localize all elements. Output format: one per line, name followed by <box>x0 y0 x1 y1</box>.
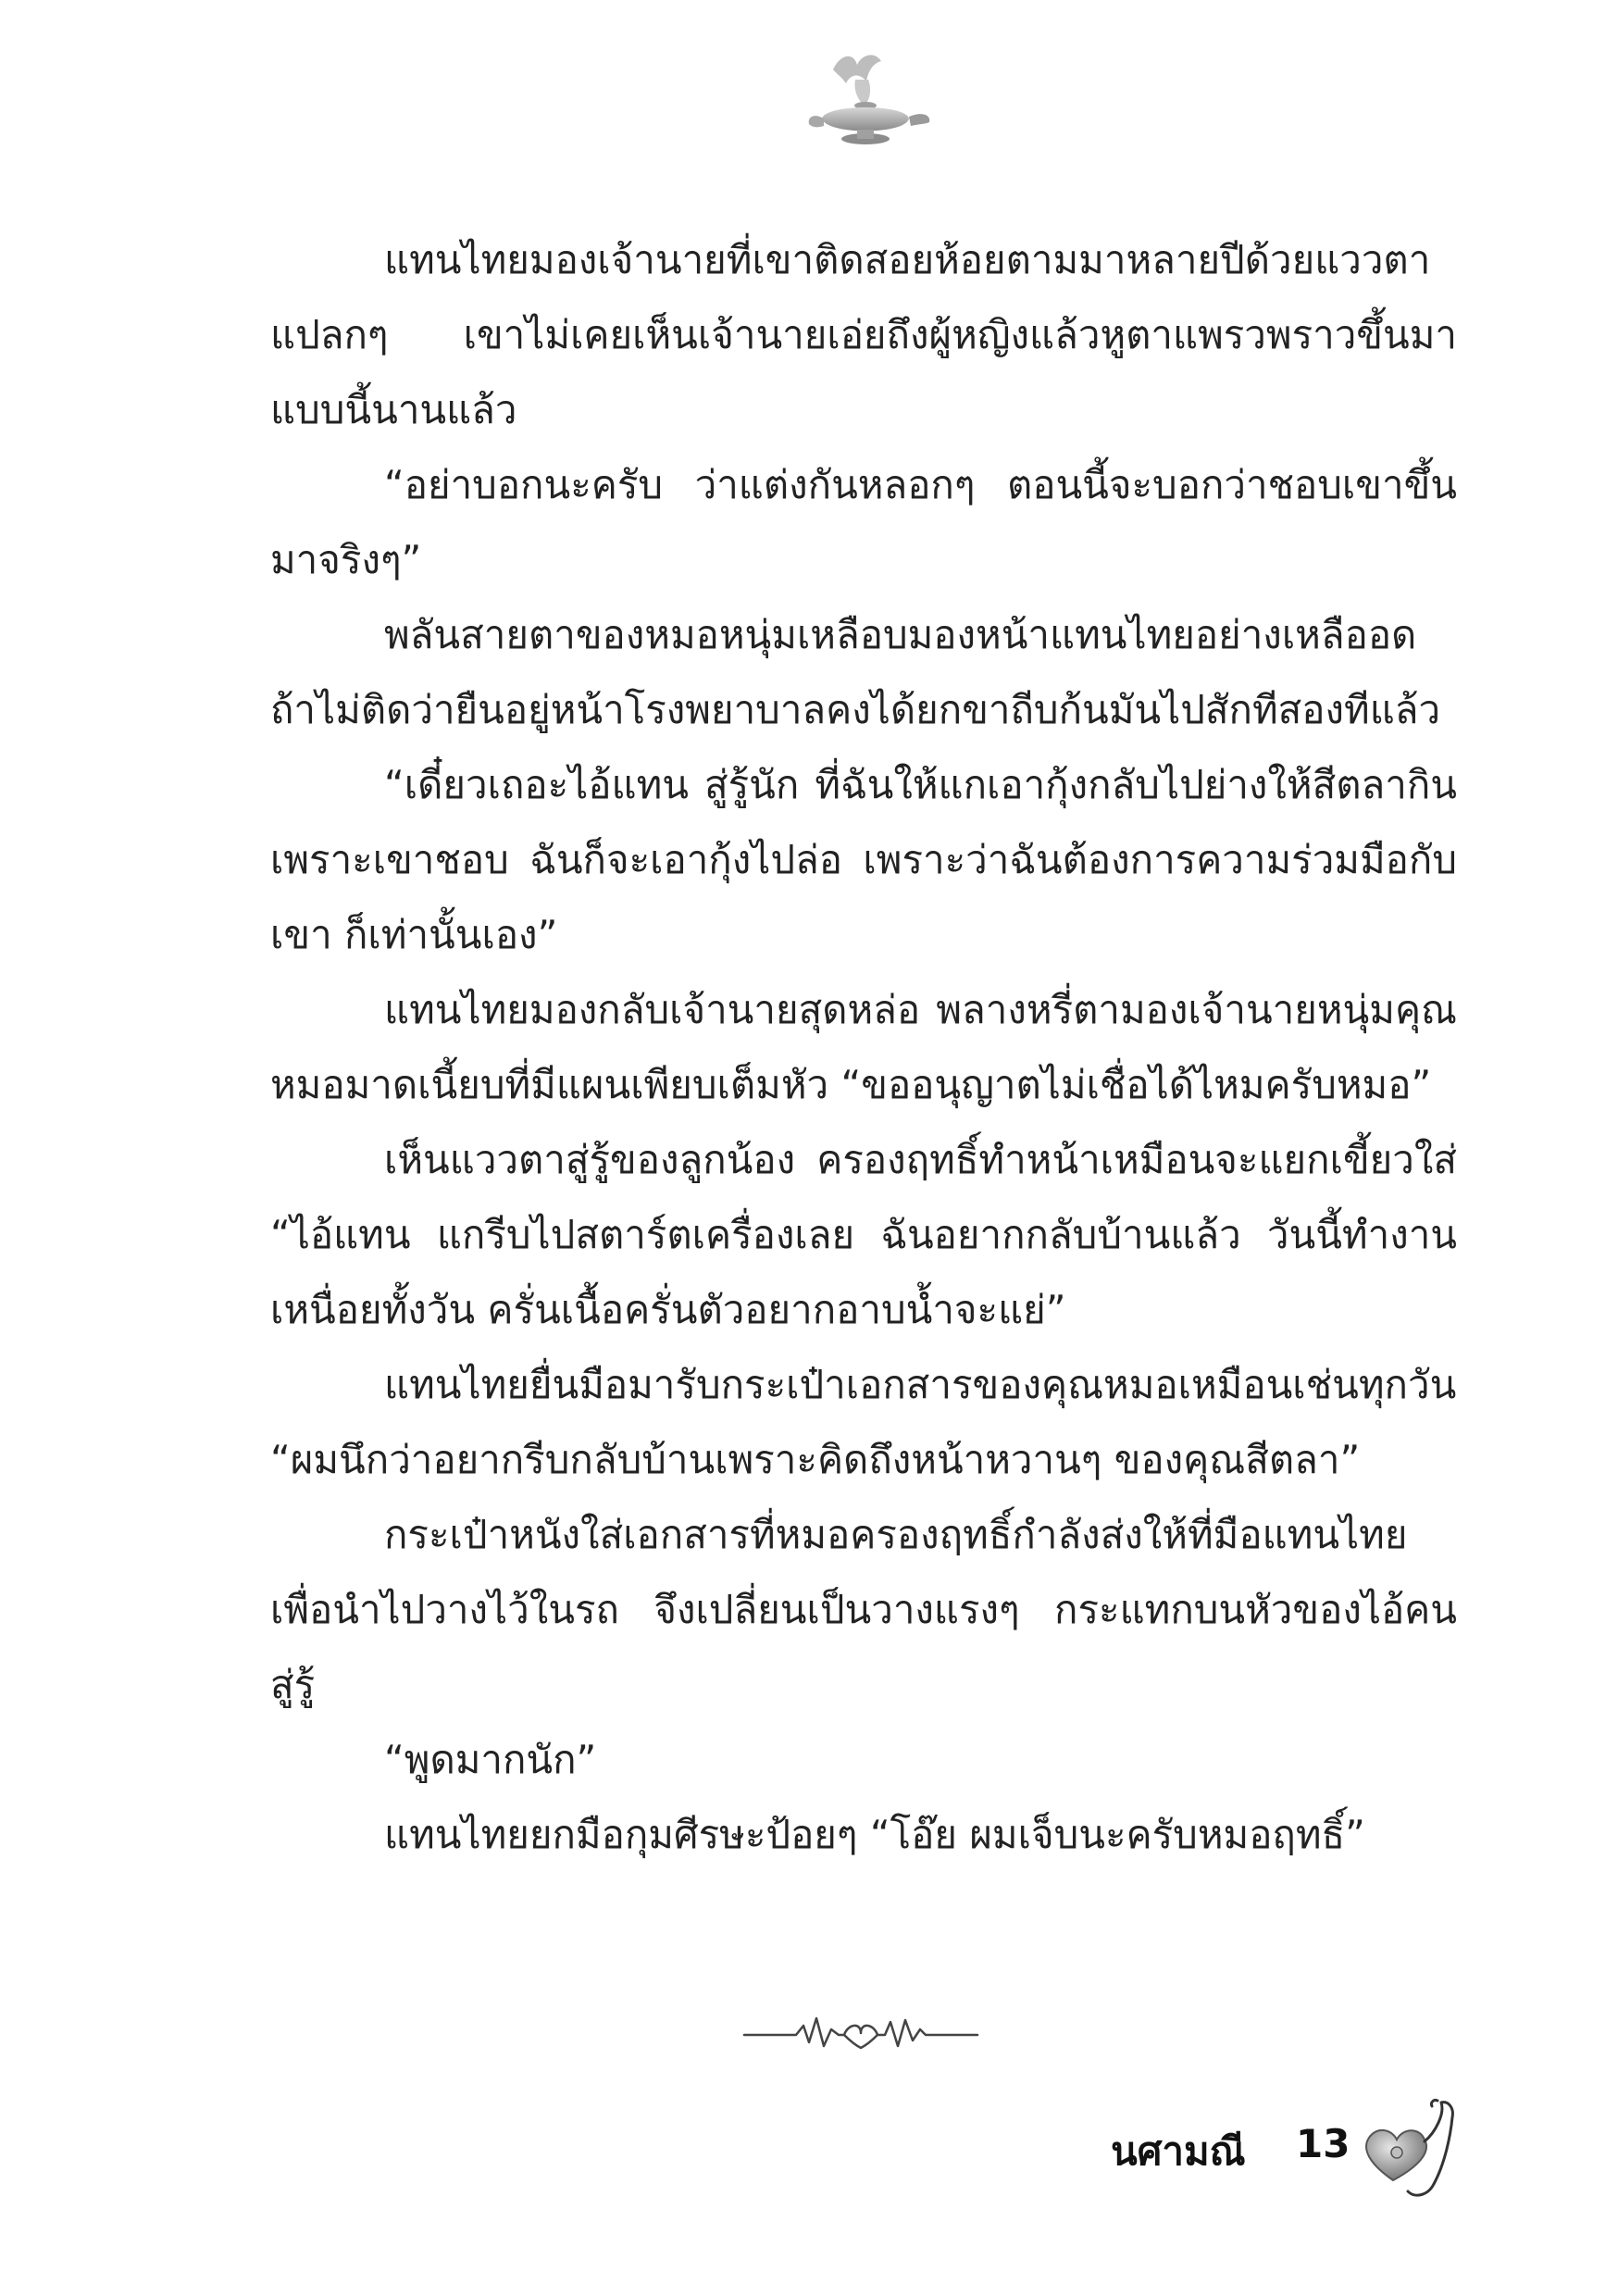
paragraph: “อย่าบอกนะครับ ว่าแต่งกันหลอกๆ ตอนนี้จะบอกว่าชอบเขาขึ้นมาจริงๆ” <box>270 462 1457 582</box>
paragraph: แทนไทยมองกลับเจ้านายสุดหล่อ พลางหรี่ตามองเจ้านายหนุ่มคุณหมอมาดเนี้ยบที่มีแผนเพียบเต็มหัว “ขออนุญาตไม่เชื่อได้ไหมครับหมอ” <box>270 987 1457 1107</box>
author-name: นศามณี <box>1111 2128 1246 2174</box>
paragraph: “เดี๋ยวเถอะไอ้แทน สู่รู้นัก ที่ฉันให้แกเอากุ้งกลับไปย่างให้สีตลากินเพราะเขาชอบ ฉันก็จะเอากุ้งไปล่อ เพราะว่าฉันต้องการความร่วมมือกับเขา ก็เท่านั้นเอง” <box>270 762 1457 957</box>
body-text <box>270 222 1457 1872</box>
paragraph: กระเป๋าหนังใส่เอกสารที่หมอครองฤทธิ์กำลังส่งให้ที่มือแทนไทยเพื่อนำไปวางไว้ในรถ จึงเปลี่ยนเป็นวางแรงๆ กระแทกบนหัวของไอ้คนสู่รู้ <box>270 1512 1457 1707</box>
paragraph: แทนไทยยื่นมือมารับกระเป๋าเอกสารของคุณหมอเหมือนเช่นทุกวัน “ผมนึกว่าอยากรีบกลับบ้านเพราะคิดถึงหน้าหวานๆ ของคุณสีตลา” <box>270 1362 1457 1482</box>
lamp-with-figure-icon <box>796 46 935 157</box>
paragraph: พลันสายตาของหมอหนุ่มเหลือบมองหน้าแทนไทยอย่างเหลืออดถ้าไม่ติดว่ายืนอยู่หน้าโรงพยาบาลคงได้ยกขาถีบก้นมันไปสักทีสองทีแล้ว <box>270 612 1441 732</box>
paragraph: แทนไทยยกมือกุมศีรษะป้อยๆ “โอ๊ย ผมเจ็บนะครับหมอฤทธิ์” <box>384 1812 1365 1857</box>
paragraph: เห็นแววตาสู่รู้ของลูกน้อง ครองฤทธิ์ทำหน้าเหมือนจะแยกเขี้ยวใส่ “ไอ้แทน แกรีบไปสตาร์ตเครื่องเลย ฉันอยากกลับบ้านแล้ว วันนี้ทำงานเหนื่อยทั้งวัน ครั่นเนื้อครั่นตัวอยากอาบน้ำจะแย่” <box>270 1137 1457 1332</box>
heart-stethoscope-icon <box>1356 2095 1467 2206</box>
page-number: 13 <box>1296 2121 1350 2166</box>
paragraph: “พูดมากนัก” <box>384 1737 597 1782</box>
paragraph: แทนไทยมองเจ้านายที่เขาติดสอยห้อยตามมาหลายปีด้วยแววตาแปลกๆ เขาไม่เคยเห็นเจ้านายเอ่ยถึงผู้หญิงแล้วหูตาแพรวพราวขึ้นมาแบบนี้นานแล้ว <box>270 237 1457 432</box>
page-footer <box>1092 2095 1481 2206</box>
heartbeat-divider-icon <box>741 2009 981 2055</box>
